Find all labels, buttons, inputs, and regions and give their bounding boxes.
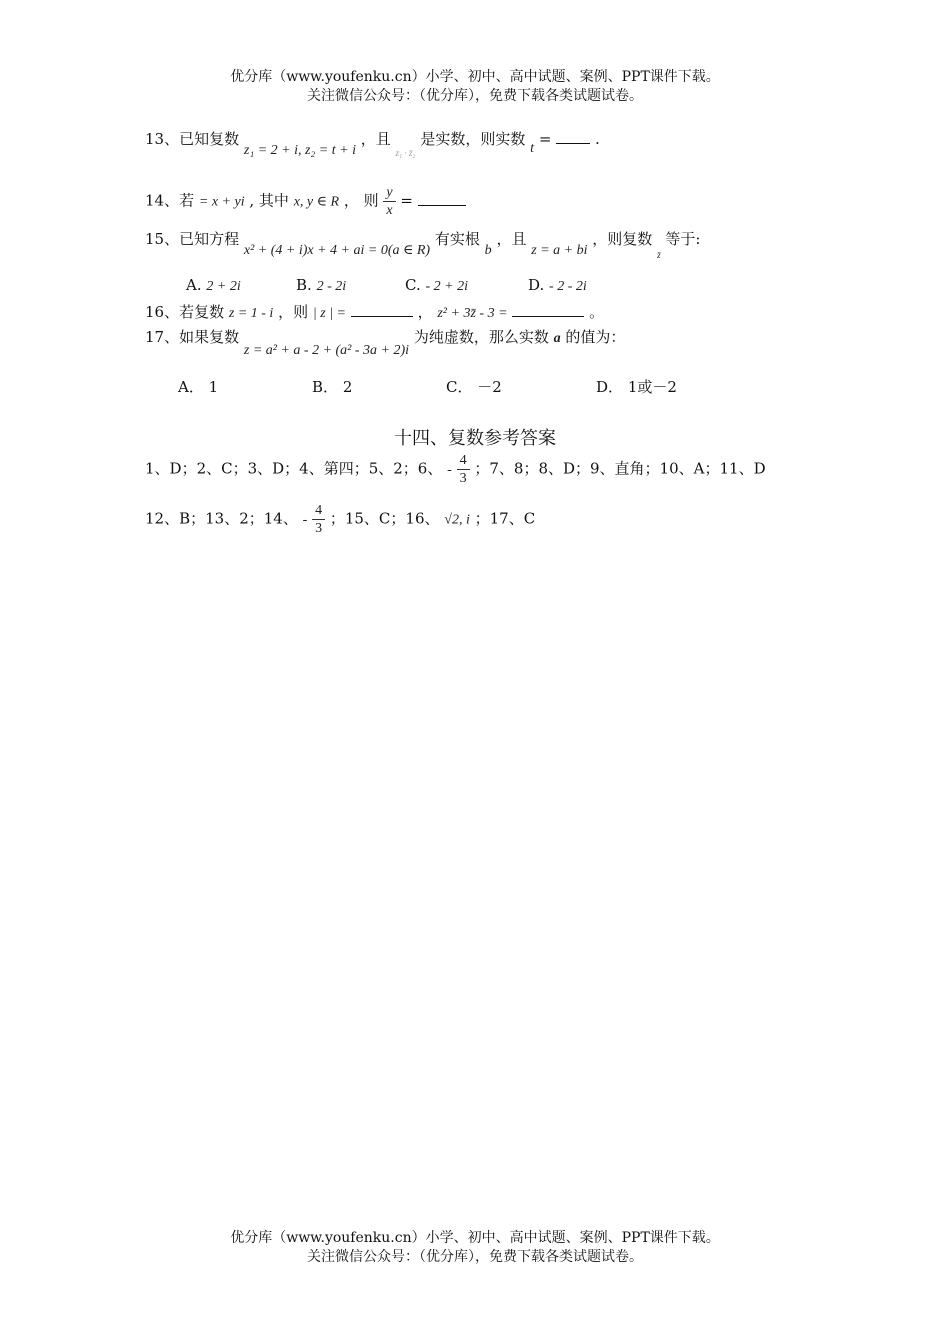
q15-option-c-value: - 2 + 2i [425, 279, 468, 294]
answers-line-2-c: ；17、C [474, 509, 536, 528]
question-17 [145, 326, 626, 358]
q15-option-b [296, 276, 346, 295]
q15-math-equation: x² + (4 + i)x + 4 + ai = 0(a ∈ R) [243, 243, 431, 258]
q14-eq: = [400, 191, 413, 210]
answers-line-2-math: √2, i [444, 512, 470, 528]
answers-line-1-a: 1、D；2、C；3、D；4、第四；5、2；6、 [145, 459, 443, 478]
q16-math-z: z = 1 - i [228, 306, 274, 321]
q15-option-a-label: A. [186, 276, 202, 294]
q15-end: 等于: [665, 230, 701, 248]
q13-mid2: 是实数，则实数 [420, 130, 526, 148]
question-14 [145, 184, 466, 219]
q16-answer-blank-2 [512, 304, 584, 317]
q13-answer-blank [556, 131, 590, 144]
answers-line-2-frac-num: 4 [312, 502, 325, 520]
q16-mid1: ，则 [278, 303, 309, 321]
q15-option-a-value: 2 + 2i [206, 279, 241, 294]
q13-end: . [594, 130, 600, 148]
header-line-1: 优分库（www.youfenku.cn）小学、初中、高中试题、案例、PPT课件下载。 [230, 69, 720, 85]
q14-prefix: 14、若 [145, 191, 195, 210]
q14-frac-num: y [383, 184, 395, 202]
q13-var-t: t [530, 141, 535, 156]
q15-var-b: b [484, 243, 492, 258]
q17-option-b-value: 2 [342, 378, 353, 396]
q17-prefix: 17、如果复数 [145, 328, 240, 346]
q15-mid3: ，则复数 [592, 230, 653, 248]
answers-line-1-b: ；7、8；8、D；9、直角；10、A；11、D [474, 459, 766, 478]
q15-option-b-value: 2 - 2i [316, 279, 347, 294]
q15-var-zbar: z̄ [657, 250, 661, 260]
footer-line-2: 关注微信公众号：（优分库），免费下载各类试题试卷。 [307, 1249, 643, 1265]
answers-line-2-minus: - [302, 512, 308, 528]
question-16 [145, 301, 604, 322]
q17-option-d-value: 1或－2 [627, 378, 677, 396]
q14-answer-blank [418, 193, 466, 206]
q14-mid1: , 其中 [249, 191, 289, 210]
q13-math-product: z₁ · z̄₂ [395, 148, 416, 158]
q13-math-z1-z2: z₁ = 2 + i, z₂ = t + i [243, 143, 356, 158]
q17-var-a: a [553, 331, 561, 346]
q15-option-a [186, 276, 241, 295]
answers-line-2 [145, 502, 535, 537]
q17-mid1: 为纯虚数，那么实数 [413, 328, 549, 346]
answers-line-2-frac-den: 3 [315, 521, 323, 536]
q17-option-c [446, 376, 502, 397]
q17-option-d-label: D． [596, 378, 624, 396]
header-line-2: 关注微信公众号：（优分库），免费下载各类试题试卷。 [307, 88, 643, 104]
q16-sep: ， [417, 303, 433, 321]
q15-option-c-label: C. [405, 276, 421, 294]
answers-line-2-fraction [312, 502, 325, 537]
answers-line-2-b: ；15、C；16、 [329, 509, 440, 528]
answers-line-1 [145, 452, 766, 487]
answers-line-2-a: 12、B；13、2；14、 [145, 509, 298, 528]
answers-line-1-frac-den: 3 [459, 471, 467, 486]
q17-option-c-label: C． [446, 378, 473, 396]
q14-fraction [383, 184, 395, 219]
q14-math-domain: x, y ∈ R [293, 194, 340, 210]
q13-prefix: 13、已知复数 [145, 130, 240, 148]
q15-mid1: 有实根 [434, 230, 480, 248]
q16-math-abs: | z | = [312, 306, 346, 321]
answers-line-1-frac-num: 4 [457, 452, 470, 470]
q14-math-expression: = x + yi [198, 194, 245, 210]
q15-option-d-value: - 2 - 2i [549, 279, 587, 294]
answers-title: 十四、复数参考答案 [394, 428, 556, 449]
q16-prefix: 16、若复数 [145, 303, 225, 321]
q17-option-d [596, 376, 677, 397]
q15-option-d [528, 276, 587, 295]
q14-mid2: ， 则 [343, 191, 379, 210]
q15-math-z: z = a + bi [531, 243, 588, 258]
q17-math-z: z = a² + a - 2 + (a² - 3a + 2)i [243, 343, 410, 358]
q17-option-b-label: B． [312, 378, 339, 396]
q17-option-a [178, 376, 218, 397]
q17-option-b [312, 376, 352, 397]
q16-math-expression: z² + 3z̄ - 3 = [437, 306, 508, 321]
answers-line-1-fraction [457, 452, 470, 487]
q15-mid2: ，且 [496, 230, 527, 248]
q15-prefix: 15、已知方程 [145, 230, 240, 248]
q13-mid1: ，且 [360, 130, 391, 148]
q16-end: 。 [589, 303, 605, 321]
answers-line-1-minus: - [447, 462, 452, 478]
question-15 [145, 228, 701, 260]
q15-option-d-label: D. [528, 276, 545, 294]
q17-option-a-label: A． [178, 378, 204, 396]
footer-line-1: 优分库（www.youfenku.cn）小学、初中、高中试题、案例、PPT课件下载。 [230, 1230, 720, 1246]
q17-option-a-value: 1 [208, 378, 219, 396]
q17-option-c-value: －2 [477, 378, 502, 396]
q13-eq: = [538, 130, 552, 148]
q15-option-c [405, 276, 468, 295]
q14-frac-den: x [386, 203, 393, 218]
q15-option-b-label: B. [296, 276, 312, 294]
q16-answer-blank-1 [351, 304, 413, 317]
q17-end: 的值为： [565, 328, 626, 346]
